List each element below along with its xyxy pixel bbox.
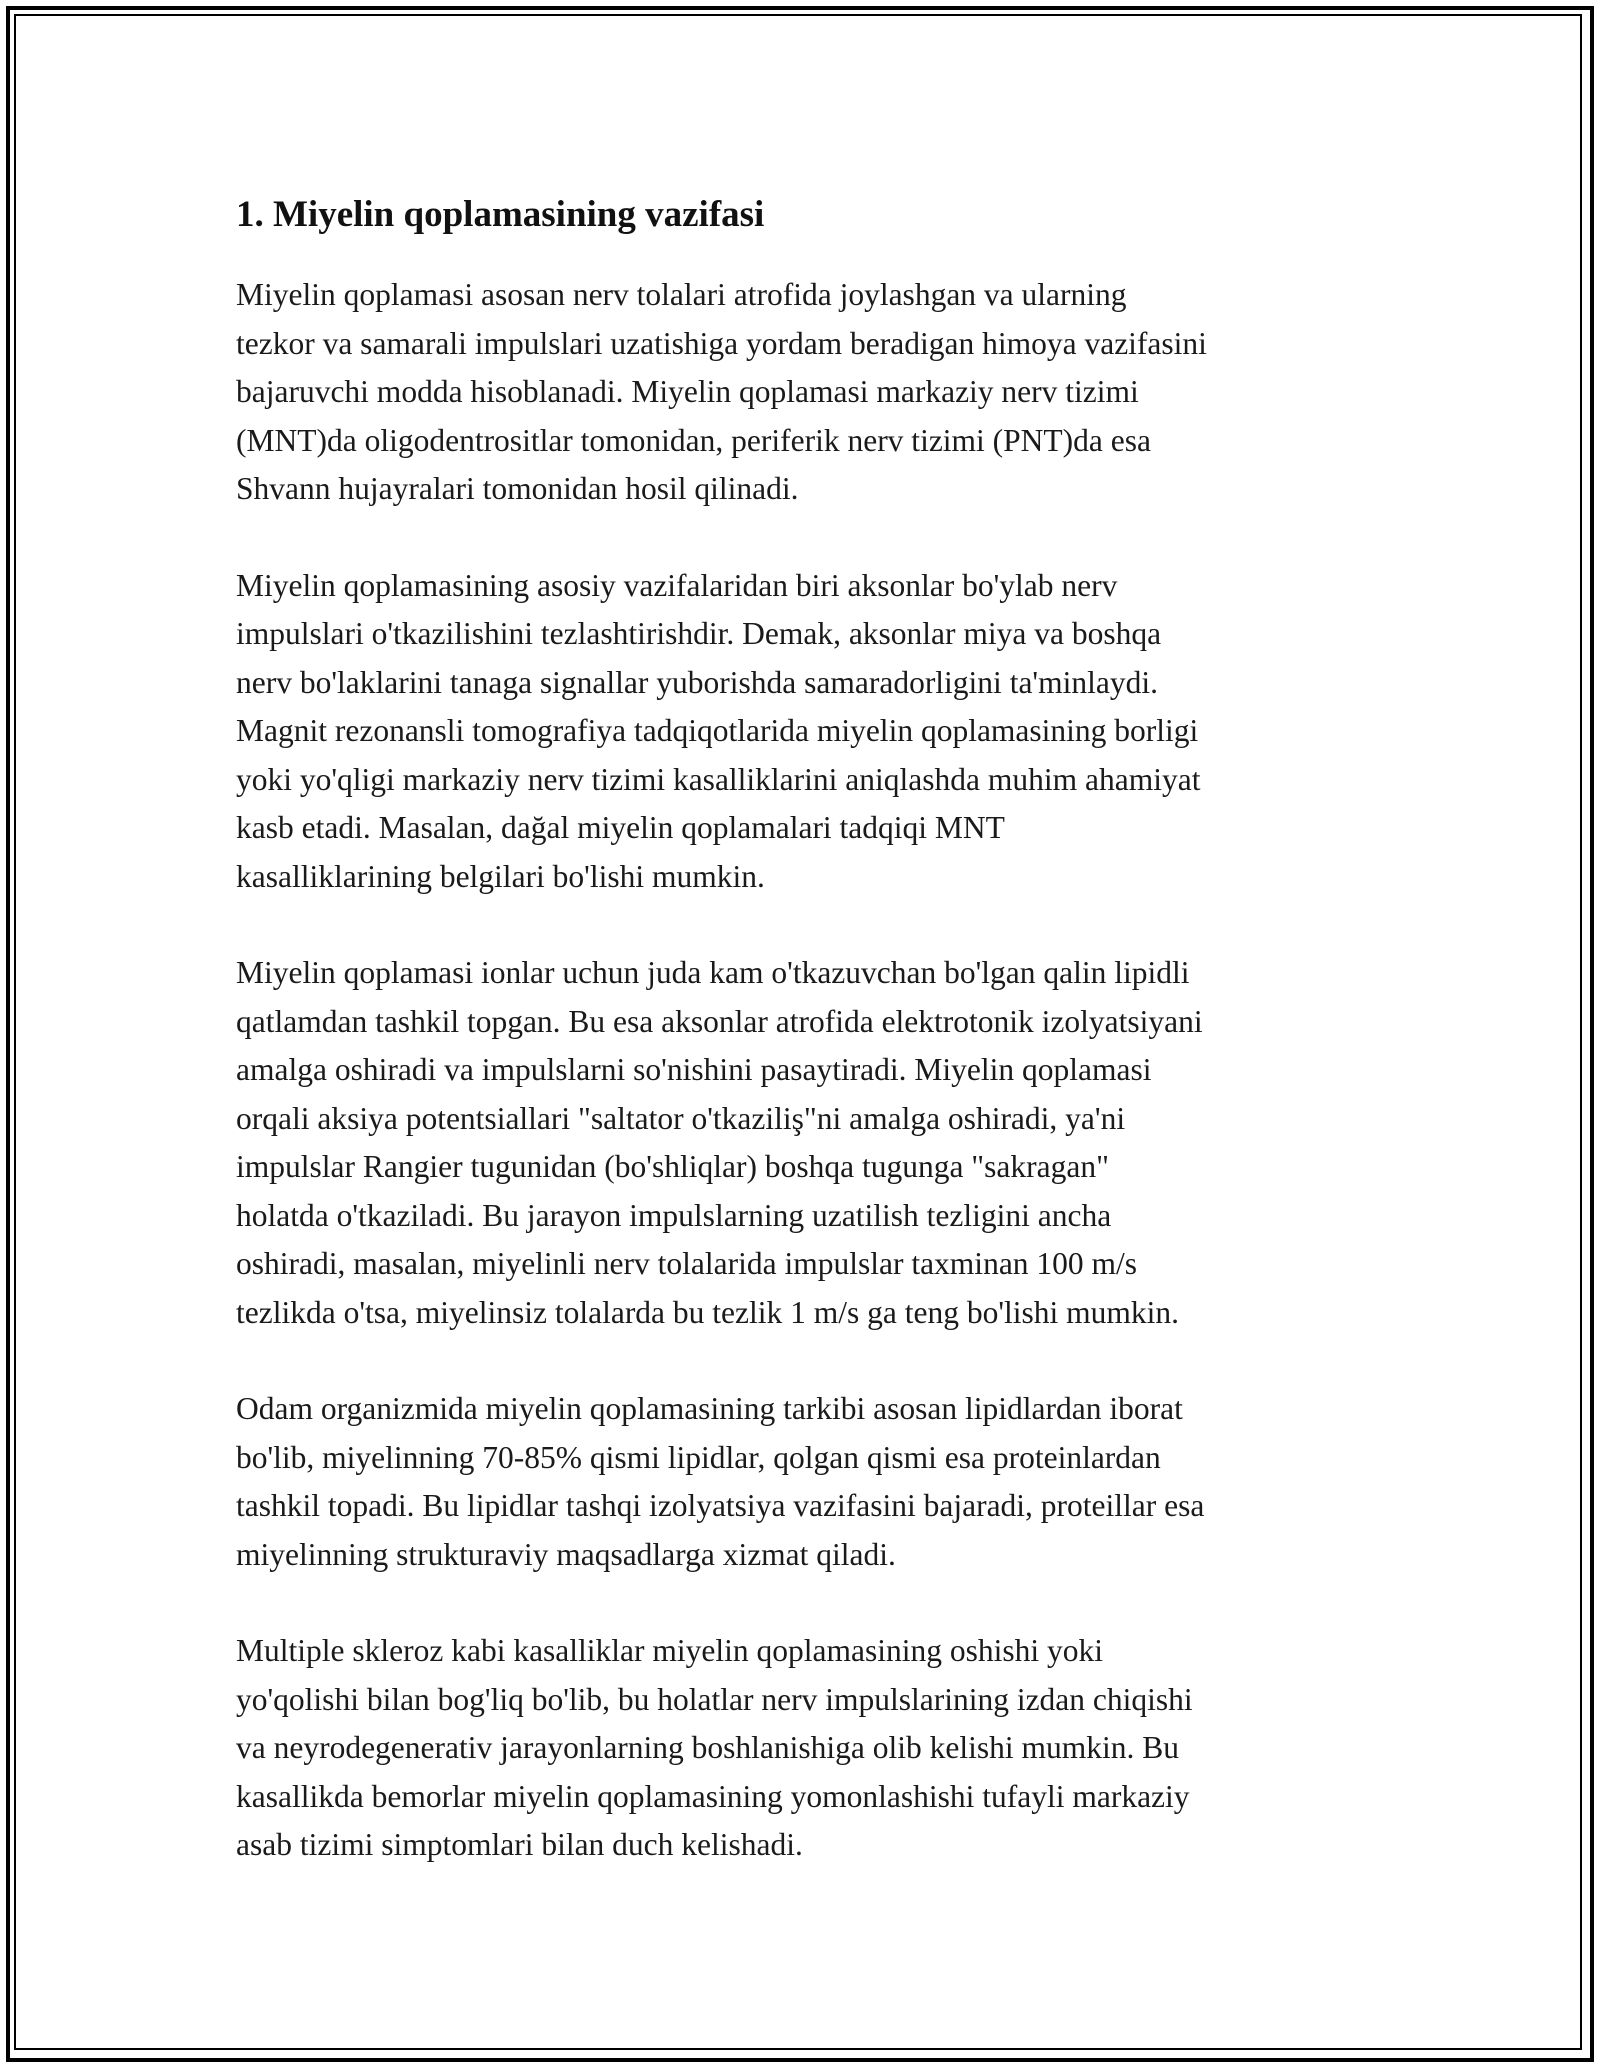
text-line: yo'qolishi bilan bog'liq bo'lib, bu holatlar nerv impulslarining izdan chiqishi [236, 1681, 1193, 1717]
text-line: impulslar Rangier tugunidan (bo'shliqlar) boshqa tugunga "sakragan" [236, 1149, 1109, 1184]
text-line: Shvann hujayralari tomonidan hosil qilinadi. [236, 471, 799, 506]
text-line: tezlikda o'tsa, miyelinsiz tolalarda bu tezlik 1 m/s ga teng bo'lishi mumkin. [236, 1294, 1180, 1330]
text-line: tashkil topadi. Bu lipidlar tashqi izolyatsiya vazifasini bajaradi, proteillar esa [236, 1488, 1205, 1523]
text-line: amalga oshiradi va impulslarni so'nishini pasaytiradi. Miyelin qoplamasi [236, 1052, 1152, 1087]
text-line: oshiradi, masalan, miyelinli nerv tolalarida impulslar taxminan 100 m/s [236, 1246, 1138, 1281]
text-line: Multiple skleroz kabi kasalliklar miyelin qoplamasining oshishi yoki [236, 1633, 1104, 1668]
text-line: Miyelin qoplamasi ionlar uchun juda kam o'tkazuvchan bo'lgan qalin lipidli [236, 955, 1190, 990]
text-line: kasb etadi. Masalan, dağal miyelin qoplamalari tadqiqi MNT [236, 810, 1005, 845]
text-line: yoki yo'qligi markaziy nerv tizimi kasalliklarini aniqlashda muhim ahamiyat [236, 761, 1201, 797]
text-line: bo'lib, miyelinning 70-85% qismi lipidlar, qolgan qismi esa proteinlardan [236, 1439, 1161, 1475]
text-line: miyelinning strukturaviy maqsadlarga xizmat qiladi. [236, 1536, 896, 1572]
text-line: bajaruvchi modda hisoblanadi. Miyelin qoplamasi markaziy nerv tizimi [236, 374, 1139, 409]
text-line: kasalliklarining belgilari bo'lishi mumkin. [236, 858, 765, 894]
section-title: 1. Miyelin qoplamasining vazifasi [236, 194, 765, 235]
paragraph-1 [236, 271, 1386, 514]
text-line: Magnit rezonansli tomografiya tadqiqotlarida miyelin qoplamasining borligi [236, 713, 1199, 748]
paragraph-3 [236, 949, 1386, 1337]
text-line: nerv bo'laklarini tanaga signallar yuborishda samaradorligini ta'minlaydi. [236, 664, 1158, 700]
paragraph-5 [236, 1627, 1386, 1870]
text-line: holatda o'tkaziladi. Bu jarayon impulslarning uzatilish tezligini ancha [236, 1197, 1112, 1233]
paragraph-2 [236, 562, 1386, 902]
document-body [236, 183, 1386, 1918]
paragraph-4 [236, 1385, 1386, 1579]
text-line: kasallikda bemorlar miyelin qoplamasining yomonlashishi tufayli markaziy [236, 1778, 1190, 1814]
text-line: tezkor va samarali impulslari uzatishiga yordam beradigan himoya vazifasini [236, 325, 1207, 361]
text-line: va neyrodegenerativ jarayonlarning boshlanishiga olib kelishi mumkin. Bu [236, 1730, 1180, 1765]
text-line: Odam organizmida miyelin qoplamasining tarkibi asosan lipidlardan iborat [236, 1391, 1183, 1426]
text-line: qatlamdan tashkil topgan. Bu esa aksonlar atrofida elektrotonik izolyatsiyani [236, 1003, 1203, 1039]
text-line: asab tizimi simptomlari bilan duch kelishadi. [236, 1827, 803, 1862]
text-line: Miyelin qoplamasi asosan nerv tolalari atrofida joylashgan va ularning [236, 277, 1127, 312]
text-line: (MNT)da oligodentrositlar tomonidan, periferik nerv tizimi (PNT)da esa [236, 422, 1151, 458]
text-line: impulslari o'tkazilishini tezlashtirishdir. Demak, aksonlar miya va boshqa [236, 616, 1162, 651]
text-line: orqali aksiya potentsiallari "saltator o'tkaziliş"ni amalga oshiradi, ya'ni [236, 1100, 1126, 1136]
text-line: Miyelin qoplamasining asosiy vazifalaridan biri aksonlar bo'ylab nerv [236, 567, 1118, 603]
